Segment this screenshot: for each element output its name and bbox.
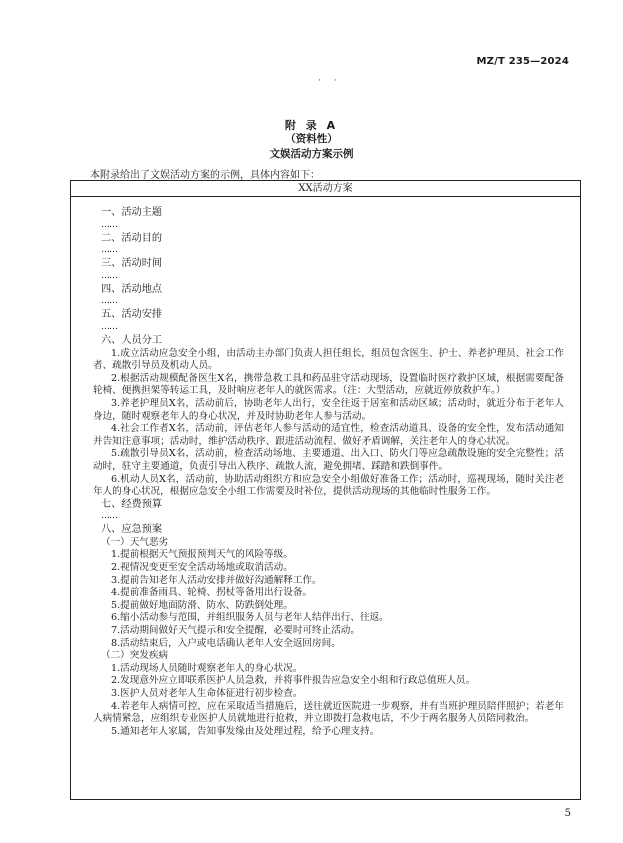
illness-item: 5.通知老年人家属，告知事发缘由及处理过程，给予心理支持。	[111, 725, 380, 737]
weather-item: 6.缩小活动参与范围，并组织服务人员与老年人结伴出行、往返。	[111, 612, 389, 624]
illness-item: 1.活动现场人员随时观察老年人的身心状况。	[111, 662, 303, 674]
section-heading-theme: 一、活动主题	[101, 207, 163, 218]
ellipsis: ……	[101, 296, 117, 307]
standard-code: MZ/T 235—2024	[476, 56, 569, 67]
intro-text: 本附录给出了文娱活动方案的示例，具体内容如下：	[90, 170, 320, 181]
staffing-item: 6.机动人员X名，活动前，协助活动组织方和应急安全小组做好准备工作；活动时，巡视现场，随时关注老年人的身心状况，根据应急安全小组工作需要及时补位，提供活动现场的其他临时性服务工作。	[93, 473, 564, 498]
section-heading-budget: 七、经费预算	[101, 498, 163, 510]
annex-name: 文娱活动方案示例	[269, 148, 354, 160]
weather-item: 3.提前告知老年人活动安排并做好沟通解释工作。	[111, 574, 322, 586]
annex-category: （资料性）	[285, 133, 338, 145]
weather-item: 5.提前做好地面防滑、防水、防跌倒处理。	[111, 599, 293, 611]
ellipsis: ……	[101, 321, 117, 332]
plan-title: XX活动方案	[71, 181, 580, 197]
annex-title: 附 录 A	[284, 119, 339, 132]
subsection-heading-illness: （二）突发疾病	[101, 650, 169, 662]
illness-item: 4.若老年人病情可控，应在采取适当措施后，送往就近医院进一步观察，并有当班护理员陪伴照护；若老年人病情紧急，应组织专业医护人员就地进行抢救，并立即拨打急救电话，不少于两名服务人员陪同救治。	[93, 700, 564, 725]
section-heading-arrangement: 五、活动安排	[101, 309, 163, 321]
page-number: 5	[564, 808, 571, 819]
illness-item: 2.发现意外应立即联系医护人员急救，并将事件报告应急安全小组和行政总值班人员。	[111, 675, 476, 687]
weather-item: 7.活动期间做好天气提示和安全提醒，必要时可终止活动。	[111, 625, 360, 637]
section-heading-emergency: 八、应急预案	[101, 524, 163, 536]
staffing-item: 5.疏散引导员X名，活动前，检查活动场地、主要通道、出入口、防火门等应急疏散设施的安全完整性；活动时，驻守主要通道，负责引导出入秩序、疏散人流，避免拥堵、踩踏和跌倒事件。	[93, 448, 564, 472]
section-heading-staffing: 六、人员分工	[101, 334, 163, 346]
plan-frame	[70, 180, 581, 800]
plan-content	[71, 197, 580, 738]
weather-item: 2.视情况变更至安全活动场地或取消活动。	[111, 562, 293, 574]
staffing-item: 4.社会工作者X名，活动前，评估老年人参与活动的适宜性，检查活动道具、设备的安全性，发布活动通知并告知注意事项；活动时，维护活动秩序、跟进活动流程、做好矛盾调解，关注老年人的身心状况。	[93, 423, 564, 447]
section-heading-purpose: 二、活动目的	[101, 232, 163, 244]
illness-item: 3.医护人员对老年人生命体征进行初步检查。	[111, 688, 303, 699]
staffing-item: 1.成立活动应急安全小组，由活动主办部门负责人担任组长，组员包含医生、护士、养老护理员、社会工作者、疏散引导员及机动人员。	[93, 347, 564, 372]
header-dots: · ·	[318, 76, 342, 86]
section-heading-time: 三、活动时间	[101, 258, 163, 270]
section-heading-location: 四、活动地点	[101, 283, 163, 295]
subsection-heading-weather: （一）天气恶劣	[101, 536, 169, 548]
ellipsis: ……	[101, 511, 117, 522]
ellipsis: ……	[101, 270, 117, 281]
weather-item: 1.提前根据天气预报预判天气的风险等级。	[111, 549, 293, 561]
staffing-item: 3.养老护理员X名，活动前后，协助老年人出行，安全往返于居室和活动区域；活动时，就近分布于老年人身边，随时观察老年人的身心状况，并及时协助老年人参与活动。	[93, 397, 564, 422]
weather-item: 4.提前准备雨具、轮椅、拐杖等备用出行设备。	[111, 587, 313, 599]
weather-item: 8.活动结束后，入户或电话确认老年人安全返回房间。	[111, 637, 341, 649]
ellipsis: ……	[101, 245, 117, 256]
staffing-item: 2.根据活动规模配备医生X名，携带急救工具和药品驻守活动现场，设置临时医疗救护区域，根据需要配备轮椅、便携担架等转运工具，及时响应老年人的就医需求。（注：大型活动，应就近停放救护车。）	[93, 372, 564, 397]
ellipsis: ……	[101, 219, 117, 230]
